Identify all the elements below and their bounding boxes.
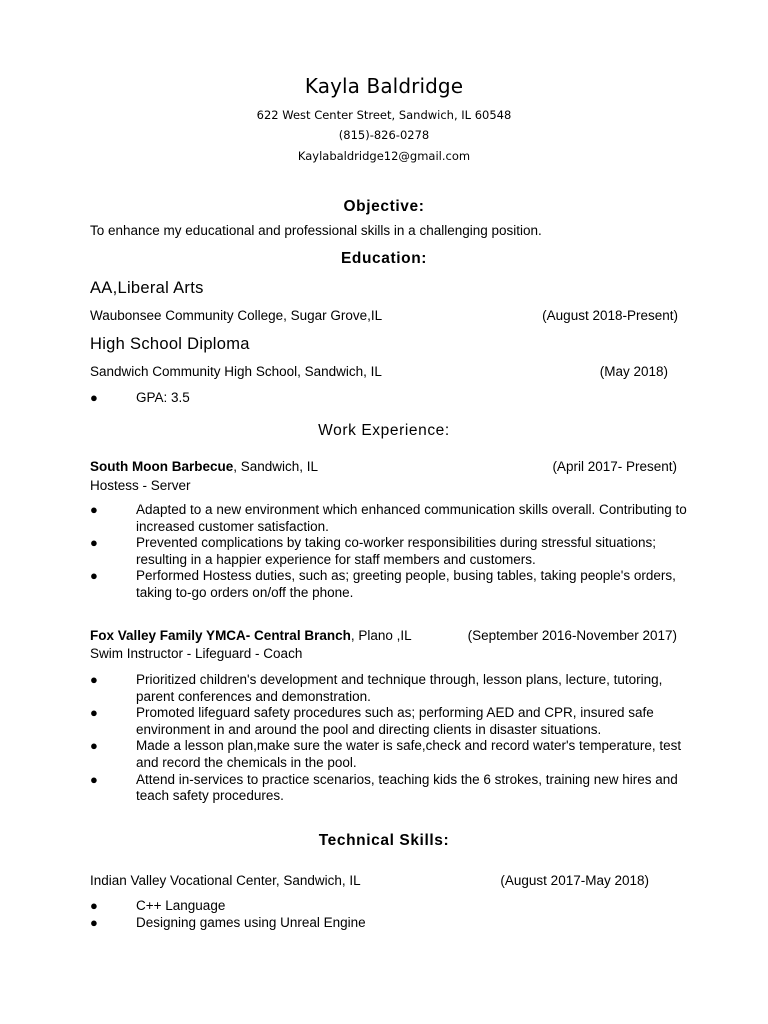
skill-text: C++ Language <box>136 898 226 913</box>
school-name: Waubonsee Community College, Sugar Grove,IL <box>90 308 383 323</box>
gpa-text: GPA: 3.5 <box>136 390 190 405</box>
email-line: Kaylabaldridge12@gmail.com <box>297 149 471 163</box>
bullet-text: Adapted to a new environment which enhanced communication skills overall. Contributing to increased customer satisfaction. <box>136 502 687 534</box>
job-bullets <box>90 672 690 805</box>
list-item <box>90 898 690 915</box>
bullet-icon: ● <box>90 535 98 551</box>
list-item <box>90 502 690 535</box>
list-item <box>90 568 690 601</box>
job-role: Swim Instructor - Lifeguard - Coach <box>90 646 303 661</box>
degree-title: High School Diploma <box>90 335 250 353</box>
bullet-icon: ● <box>90 738 98 754</box>
skills-school: Indian Valley Vocational Center, Sandwich, IL <box>90 873 361 888</box>
bullet-text: Attend in-services to practice scenarios, teaching kids the 6 strokes, training new hires and teach safety procedures. <box>136 771 678 804</box>
work-heading: Work Experience: <box>318 422 450 439</box>
employer-name: Fox Valley Family YMCA- Central Branch <box>90 628 351 643</box>
school-dates: (August 2018-Present) <box>542 308 678 323</box>
skills-bullets <box>90 898 690 931</box>
candidate-name: Kayla Baldridge <box>304 74 464 98</box>
list-item <box>90 772 690 805</box>
school-name: Sandwich Community High School, Sandwich, IL <box>90 364 382 379</box>
list-item <box>90 390 690 407</box>
address-line: 622 West Center Street, Sandwich, IL 60548 <box>256 108 512 122</box>
bullet-icon: ● <box>90 771 98 787</box>
job-bullets <box>90 502 690 602</box>
bullet-text: Made a lesson plan,make sure the water is safe,check and record water's temperature, test and record the chemicals in the pool. <box>136 738 682 770</box>
bullet-icon: ● <box>90 898 98 913</box>
objective-heading: Objective: <box>343 198 425 215</box>
job-employer-line <box>90 459 318 474</box>
job-dates: (September 2016-November 2017) <box>467 628 677 643</box>
education-heading: Education: <box>340 250 428 267</box>
bullet-icon: ● <box>90 705 98 721</box>
objective-text: To enhance my educational and professional skills in a challenging position. <box>90 223 542 238</box>
list-item <box>90 672 690 705</box>
list-item <box>90 705 690 738</box>
bullet-icon: ● <box>90 502 98 517</box>
list-item <box>90 915 690 932</box>
job-role: Hostess - Server <box>90 478 191 493</box>
bullet-text: Performed Hostess duties, such as; greeting people, busing tables, taking people's orders, taking to-go orders on/off the phone. <box>136 568 676 600</box>
bullet-icon: ● <box>90 672 98 687</box>
employer-location: , Sandwich, IL <box>233 459 319 474</box>
bullet-icon: ● <box>90 568 98 584</box>
list-item <box>90 535 690 568</box>
job-employer-line <box>90 628 412 643</box>
employer-location: , Plano ,IL <box>350 628 412 643</box>
school-dates: (May 2018) <box>599 364 668 379</box>
bullet-text: Prioritized children's development and technique through, lesson plans, lecture, tutoring, parent conferences and demonstration. <box>136 672 663 704</box>
degree-title: AA,Liberal Arts <box>90 279 204 297</box>
education-bullets <box>90 390 690 407</box>
skills-heading: Technical Skills: <box>318 832 450 849</box>
job-dates: (April 2017- Present) <box>552 459 677 474</box>
employer-name: South Moon Barbecue <box>90 459 234 474</box>
skill-text: Designing games using Unreal Engine <box>136 914 366 930</box>
bullet-text: Prevented complications by taking co-worker responsibilities during stressful situations; resulting in a happier experience for staff members and customers. <box>136 535 656 567</box>
bullet-icon: ● <box>90 390 98 405</box>
skills-dates: (August 2017-May 2018) <box>500 873 649 888</box>
bullet-icon: ● <box>90 914 98 930</box>
phone-line: (815)-826-0278 <box>338 128 430 142</box>
bullet-text: Promoted lifeguard safety procedures such as; performing AED and CPR, insured safe environment in and around the pool and directing clients in disaster situations. <box>136 705 654 737</box>
list-item <box>90 738 690 771</box>
